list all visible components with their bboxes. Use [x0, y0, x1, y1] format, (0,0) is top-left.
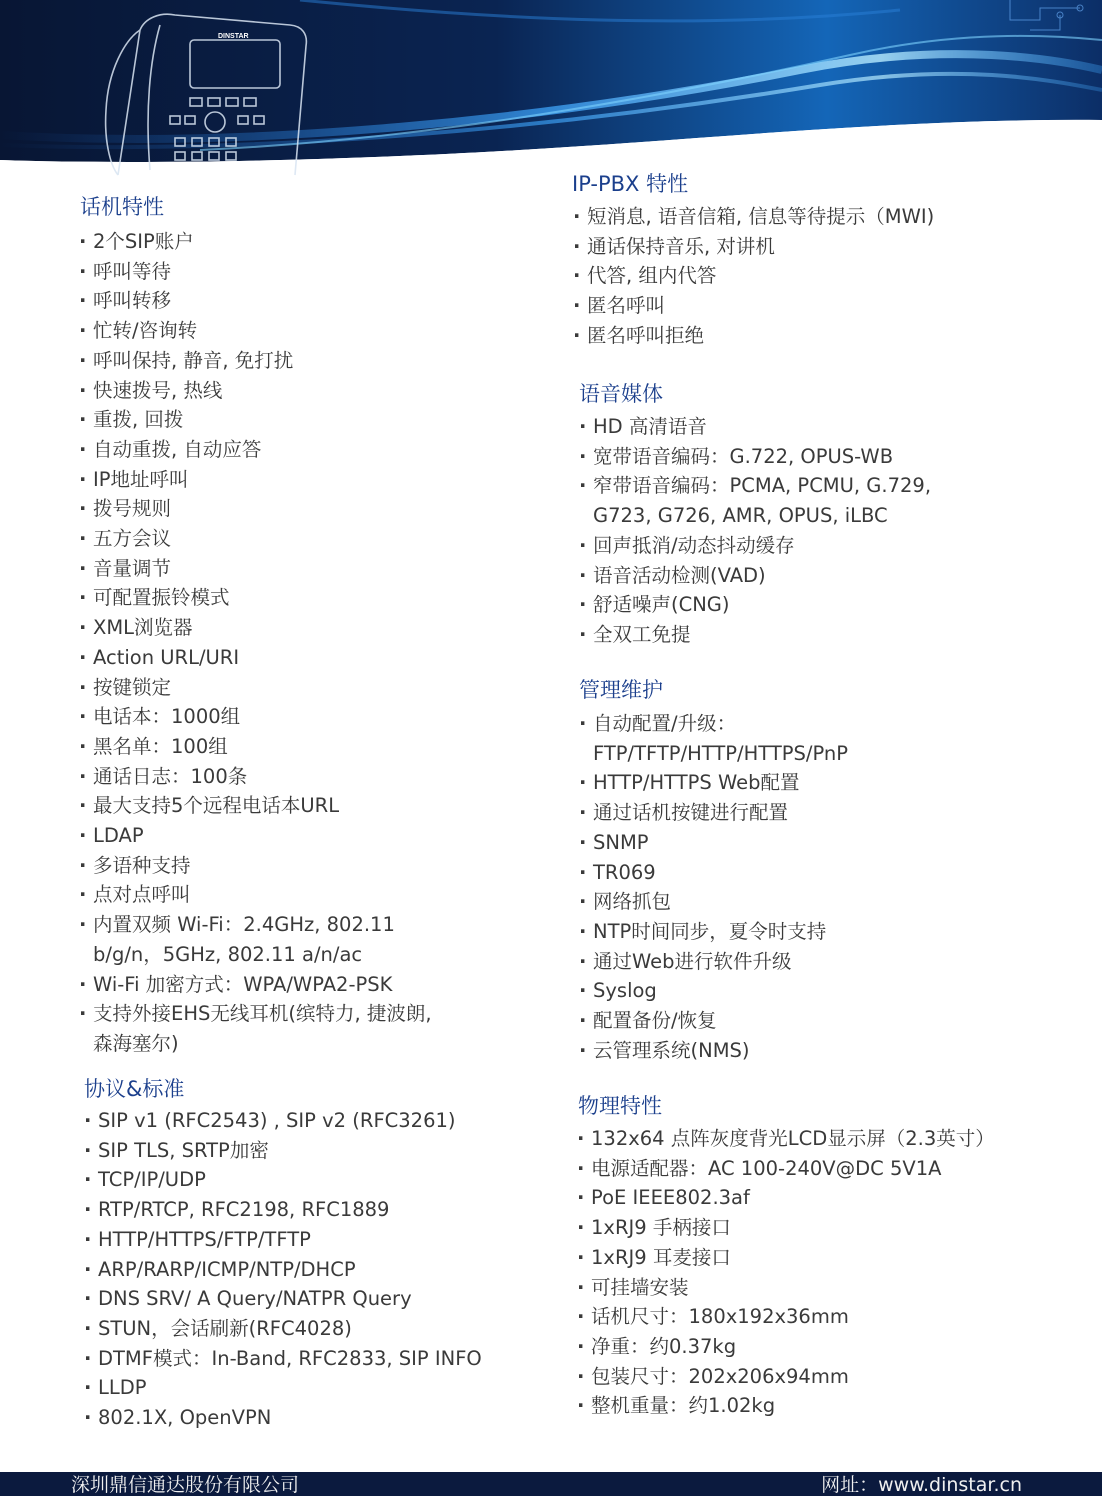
- list-item: [80, 762, 432, 792]
- list-item-text: 森海塞尔): [93, 1031, 179, 1055]
- banner-graphic: [0, 0, 1102, 180]
- list-item: [574, 291, 934, 321]
- list-item-text: · 1xRJ9 手柄接口: [591, 1216, 731, 1240]
- list-item-text: · 全双工免提: [593, 622, 691, 646]
- list-item-text: · 点对点呼叫: [93, 883, 191, 907]
- list-item-text: · SNMP: [593, 830, 649, 854]
- list-item: [578, 1302, 995, 1332]
- list-item-text: · 包装尺寸：202x206x94mm: [591, 1364, 849, 1388]
- list-item: [85, 1106, 482, 1136]
- list-item: [580, 917, 848, 947]
- protocols-list: [85, 1106, 482, 1433]
- list-item-text: · 内置双频 Wi-Fi：2.4GHz, 802.11: [93, 913, 395, 937]
- list-item: [80, 673, 432, 703]
- list-item: [80, 732, 432, 762]
- list-item: [85, 1284, 482, 1314]
- phone-brand-logo: DINSTAR: [218, 33, 249, 40]
- list-item: [80, 791, 432, 821]
- list-item-text: · HTTP/HTTPS/FTP/TFTP: [98, 1227, 311, 1251]
- list-item: [85, 1373, 482, 1403]
- voice-media-list: [580, 412, 931, 650]
- list-item-text: · 重拨, 回拨: [93, 408, 184, 432]
- list-item: [80, 316, 432, 346]
- list-item-text: · ARP/RARP/ICMP/NTP/DHCP: [98, 1257, 356, 1281]
- list-item-text: · 呼叫保持, 静音, 免打扰: [93, 348, 294, 372]
- list-item: [85, 1136, 482, 1166]
- list-item: [80, 821, 432, 851]
- footer-website[interactable]: 网址：www.dinstar.cn: [821, 1474, 1022, 1496]
- list-item-text: · 2个SIP账户: [93, 230, 194, 253]
- list-item-text: · XML浏览器: [93, 616, 193, 640]
- list-item-text: · 短消息, 语音信箱, 信息等待提示（MWI): [587, 205, 935, 228]
- list-item-text: · LLDP: [98, 1376, 147, 1400]
- list-item-text: · 宽带语音编码：G.722, OPUS-WB: [593, 444, 894, 468]
- list-item-text: G723, G726, AMR, OPUS, iLBC: [593, 504, 888, 528]
- list-item-text: · 云管理系统(NMS): [593, 1038, 750, 1062]
- list-item-text: · 语音活动检测(VAD): [593, 563, 766, 587]
- list-item: [580, 858, 848, 888]
- list-item-text: · HTTP/HTTPS Web配置: [593, 771, 800, 795]
- list-item-text: · 话机尺寸：180x192x36mm: [591, 1305, 849, 1329]
- list-item: [580, 561, 931, 591]
- list-item: [580, 471, 931, 530]
- list-item: [80, 465, 432, 495]
- list-item-text: · Syslog: [593, 979, 657, 1003]
- list-item-text: · 匿名呼叫拒绝: [587, 323, 705, 347]
- physical-list: [578, 1124, 995, 1421]
- list-item-text: · 五方会议: [93, 527, 172, 551]
- list-item-text: · NTP时间同步，夏令时支持: [593, 919, 827, 943]
- list-item-text: · 净重：约0.37kg: [591, 1334, 737, 1358]
- list-item: [580, 768, 848, 798]
- list-item: [85, 1195, 482, 1225]
- list-item-text: · DTMF模式：In-Band, RFC2833, SIP INFO: [98, 1346, 482, 1370]
- list-item: [80, 880, 432, 910]
- list-item-text: · 电话本：1000组: [93, 705, 241, 729]
- list-item-text: · TCP/IP/UDP: [98, 1168, 206, 1192]
- list-item: [578, 1213, 995, 1243]
- list-item-text: · RTP/RTCP, RFC2198, RFC1889: [98, 1198, 390, 1222]
- list-item: [578, 1243, 995, 1273]
- list-item: [85, 1165, 482, 1195]
- list-item-text: · 匿名呼叫: [587, 294, 666, 318]
- list-item-text: · 电源适配器：AC 100-240V@DC 5V1A: [591, 1156, 942, 1180]
- list-item: [574, 202, 934, 232]
- list-item: [574, 261, 934, 291]
- list-item-text: · 1xRJ9 耳麦接口: [591, 1245, 731, 1269]
- list-item: [580, 531, 931, 561]
- list-item-text: · LDAP: [93, 824, 144, 848]
- list-item-text: · 802.1X, OpenVPN: [98, 1406, 272, 1430]
- list-item: [80, 227, 432, 257]
- list-item-text: · 支持外接EHS无线耳机(缤特力, 捷波朗,: [93, 1002, 432, 1026]
- list-item-text: · 音量调节: [93, 556, 172, 580]
- list-item: [580, 828, 848, 858]
- list-item: [578, 1183, 995, 1213]
- list-item: [578, 1273, 995, 1303]
- list-item: [580, 590, 931, 620]
- list-item-text: · 按键锁定: [93, 675, 172, 699]
- list-item-text: · 窄带语音编码：PCMA, PCMU, G.729,: [593, 474, 932, 498]
- list-item-text: · 132x64 点阵灰度背光LCD显示屏（2.3英寸）: [591, 1127, 995, 1150]
- list-item: [580, 412, 931, 442]
- list-item-text: · 配置备份/恢复: [593, 1009, 717, 1033]
- list-item-text: · IP地址呼叫: [93, 467, 189, 491]
- list-item-text: · 整机重量：约1.02kg: [591, 1394, 776, 1418]
- list-item: [80, 435, 432, 465]
- list-item: [85, 1344, 482, 1374]
- list-item-text: · Action URL/URI: [93, 645, 240, 669]
- ip-pbx-list: [574, 202, 934, 351]
- management-list: [580, 709, 848, 1065]
- footer-bar: [0, 1472, 1102, 1496]
- list-item: [580, 1006, 848, 1036]
- list-item-text: · 呼叫转移: [93, 289, 172, 313]
- list-item: [80, 643, 432, 673]
- list-item: [80, 524, 432, 554]
- list-item-text: · TR069: [593, 860, 656, 884]
- list-item-text: · 通过话机按键进行配置: [593, 801, 789, 825]
- list-item: [80, 583, 432, 613]
- list-item-text: · SIP v1 (RFC2543) , SIP v2 (RFC3261): [98, 1109, 456, 1132]
- list-item-text: · 忙转/咨询转: [93, 319, 198, 343]
- list-item: [80, 346, 432, 376]
- list-item: [578, 1391, 995, 1421]
- list-item-text: · 自动重拨, 自动应答: [93, 437, 262, 461]
- phone-features-list: [80, 227, 432, 1059]
- list-item: [80, 286, 432, 316]
- list-item-text: · 网络抓包: [593, 890, 672, 914]
- footer-company: 深圳鼎信通达股份有限公司: [71, 1474, 300, 1496]
- list-item: [80, 910, 432, 969]
- list-item: [80, 494, 432, 524]
- list-item-text: · 舒适噪声(CNG): [593, 593, 730, 617]
- list-item: [580, 976, 848, 1006]
- section-title-physical: 物理特性: [578, 1094, 662, 1118]
- list-item-text: · Wi-Fi 加密方式：WPA/WPA2-PSK: [93, 972, 393, 996]
- list-item: [80, 405, 432, 435]
- list-item-text: · DNS SRV/ A Query/NATPR Query: [98, 1287, 412, 1311]
- list-item: [580, 620, 931, 650]
- list-item: [578, 1154, 995, 1184]
- list-item: [580, 887, 848, 917]
- list-item-text: b/g/n，5GHz, 802.11 a/n/ac: [93, 942, 363, 966]
- list-item-text: · 通过Web进行软件升级: [593, 949, 792, 973]
- list-item-text: · 快速拨号, 热线: [93, 378, 223, 402]
- list-item: [85, 1403, 482, 1433]
- list-item: [80, 376, 432, 406]
- section-title-phone-features: 话机特性: [80, 195, 164, 219]
- list-item: [85, 1255, 482, 1285]
- section-title-management: 管理维护: [579, 678, 663, 702]
- list-item-text: · SIP TLS, SRTP加密: [98, 1138, 269, 1162]
- list-item: [85, 1225, 482, 1255]
- list-item: [580, 709, 848, 768]
- list-item: [85, 1314, 482, 1344]
- list-item: [80, 702, 432, 732]
- list-item: [574, 321, 934, 351]
- section-title-voice-media: 语音媒体: [579, 382, 663, 406]
- list-item-text: · 可配置振铃模式: [93, 586, 230, 610]
- list-item: [578, 1124, 995, 1154]
- header-banner: [0, 0, 1102, 180]
- list-item: [80, 257, 432, 287]
- list-item-text: · PoE IEEE802.3af: [591, 1186, 750, 1210]
- list-item-text: FTP/TFTP/HTTP/HTTPS/PnP: [593, 741, 848, 765]
- list-item-text: · 拨号规则: [93, 497, 172, 521]
- list-item-text: · 呼叫等待: [93, 259, 172, 283]
- list-item: [580, 798, 848, 828]
- list-item-text: · 最大支持5个远程电话本URL: [93, 794, 340, 818]
- list-item-text: · 黑名单：100组: [93, 734, 228, 758]
- list-item: [580, 1036, 848, 1066]
- list-item-text: · HD 高清语音: [593, 415, 707, 438]
- list-item: [574, 232, 934, 262]
- list-item-text: · 代答, 组内代答: [587, 264, 717, 288]
- list-item-text: · 多语种支持: [93, 853, 191, 877]
- list-item: [80, 851, 432, 881]
- list-item-text: · 自动配置/升级：: [593, 712, 737, 735]
- list-item: [80, 613, 432, 643]
- list-item-text: · 回声抵消/动态抖动缓存: [593, 533, 795, 557]
- list-item: [80, 999, 432, 1058]
- list-item: [80, 554, 432, 584]
- list-item: [580, 442, 931, 472]
- list-item: [80, 970, 432, 1000]
- list-item-text: · 可挂墙安装: [591, 1275, 689, 1299]
- list-item: [580, 947, 848, 977]
- section-title-protocols: 协议&标准: [84, 1077, 185, 1101]
- list-item: [578, 1362, 995, 1392]
- list-item-text: · 通话保持音乐, 对讲机: [587, 234, 775, 258]
- section-title-ip-pbx: IP-PBX 特性: [572, 172, 689, 196]
- list-item: [578, 1332, 995, 1362]
- list-item-text: · STUN，会话刷新(RFC4028): [98, 1316, 352, 1340]
- list-item-text: · 通话日志：100条: [93, 764, 248, 788]
